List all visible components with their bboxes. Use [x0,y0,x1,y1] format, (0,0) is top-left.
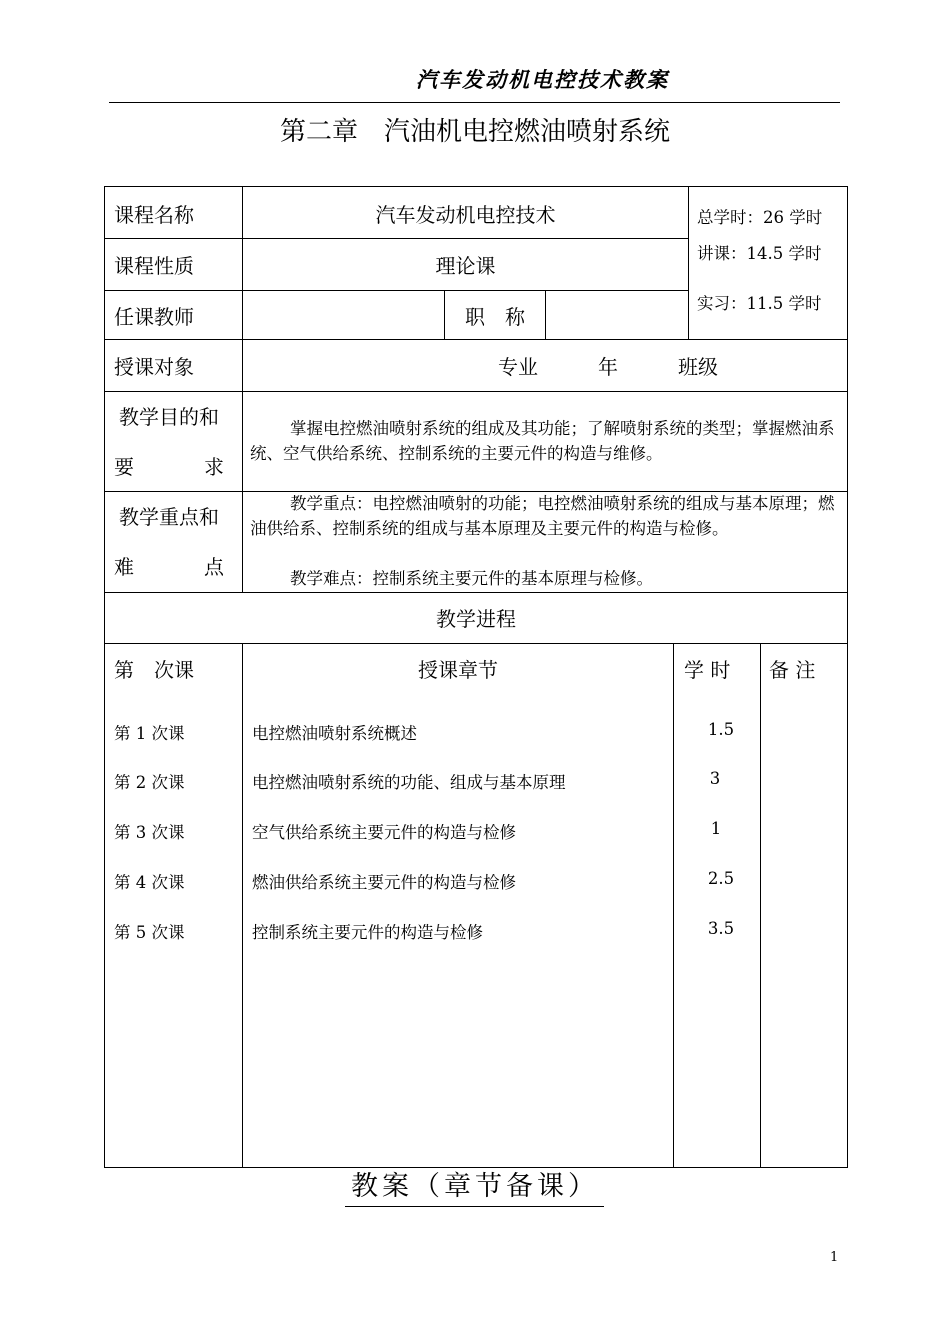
key-points-label-line2a: 难 [114,555,134,579]
practice-hours: 实习：11.5 学时 [697,294,822,313]
teacher-label: 任课教师 [114,305,194,329]
session-cell: 第 1 次课 [114,724,185,743]
job-title-label: 职 称 [465,305,525,329]
hours-cell: 1 [710,819,722,838]
key-points-label-line1: 教学重点和 [119,505,219,529]
audience-value: 专业 年 班级 [498,355,718,379]
chapter-cell: 燃油供给系统主要元件的构造与检修 [252,873,516,892]
chapter-cell: 电控燃油喷射系统的功能、组成与基本原理 [252,773,566,792]
teaching-progress-title: 教学进程 [436,607,516,631]
hours-cell: 3.5 [707,919,735,938]
key-points-text: 教学重点：电控燃油喷射的功能；电控燃油喷射系统的组成与基本原理；燃油供给系、控制系统的组成与基本原理及主要元件的构造与检修。 [250,494,835,538]
chapter-cell: 电控燃油喷射系统概述 [252,724,417,743]
col-chapter-header: 授课章节 [418,658,498,682]
session-cell: 第 2 次课 [114,773,185,792]
course-type-value: 理论课 [435,254,496,278]
col-notes-header: 备 注 [769,658,816,682]
objectives-label-line2b: 求 [204,455,224,479]
page-number: 1 [830,1250,839,1265]
footer-underline [345,1206,604,1207]
hours-cell: 1.5 [707,720,735,739]
hours-cell: 3 [709,769,721,788]
col-hours-header: 学 时 [684,658,731,682]
key-points-label-line2b: 点 [204,555,224,579]
objectives-text: 掌握电控燃油喷射系统的组成及其功能；了解喷射系统的类型；掌握燃油系统、空气供给系统、控制系统的主要元件的构造与维修。 [250,419,835,463]
hours-cell: 2.5 [707,869,735,888]
chapter-cell: 控制系统主要元件的构造与检修 [252,923,483,942]
document-header-title: 汽车发动机电控技术教案 [416,67,669,92]
session-cell: 第 3 次课 [114,823,185,842]
session-cell: 第 4 次课 [114,873,185,892]
audience-label: 授课对象 [114,355,194,379]
objectives-label-line2a: 要 [114,455,134,479]
course-name-label: 课程名称 [114,203,194,227]
lecture-hours: 讲课：14.5 学时 [697,244,822,263]
chapter-title: 第二章 汽油机电控燃油喷射系统 [279,117,670,147]
chapter-cell: 空气供给系统主要元件的构造与检修 [252,823,516,842]
course-name-value: 汽车发动机电控技术 [375,203,556,227]
course-type-label: 课程性质 [114,254,194,278]
footer-title: 教案（章节备课） [351,1171,599,1202]
difficult-points-text: 教学难点：控制系统主要元件的基本原理与检修。 [290,569,653,588]
col-session-header: 第 次课 [114,658,194,682]
session-cell: 第 5 次课 [114,923,185,942]
total-hours: 总学时：26 学时 [697,208,823,227]
objectives-label-line1: 教学目的和 [119,405,219,429]
